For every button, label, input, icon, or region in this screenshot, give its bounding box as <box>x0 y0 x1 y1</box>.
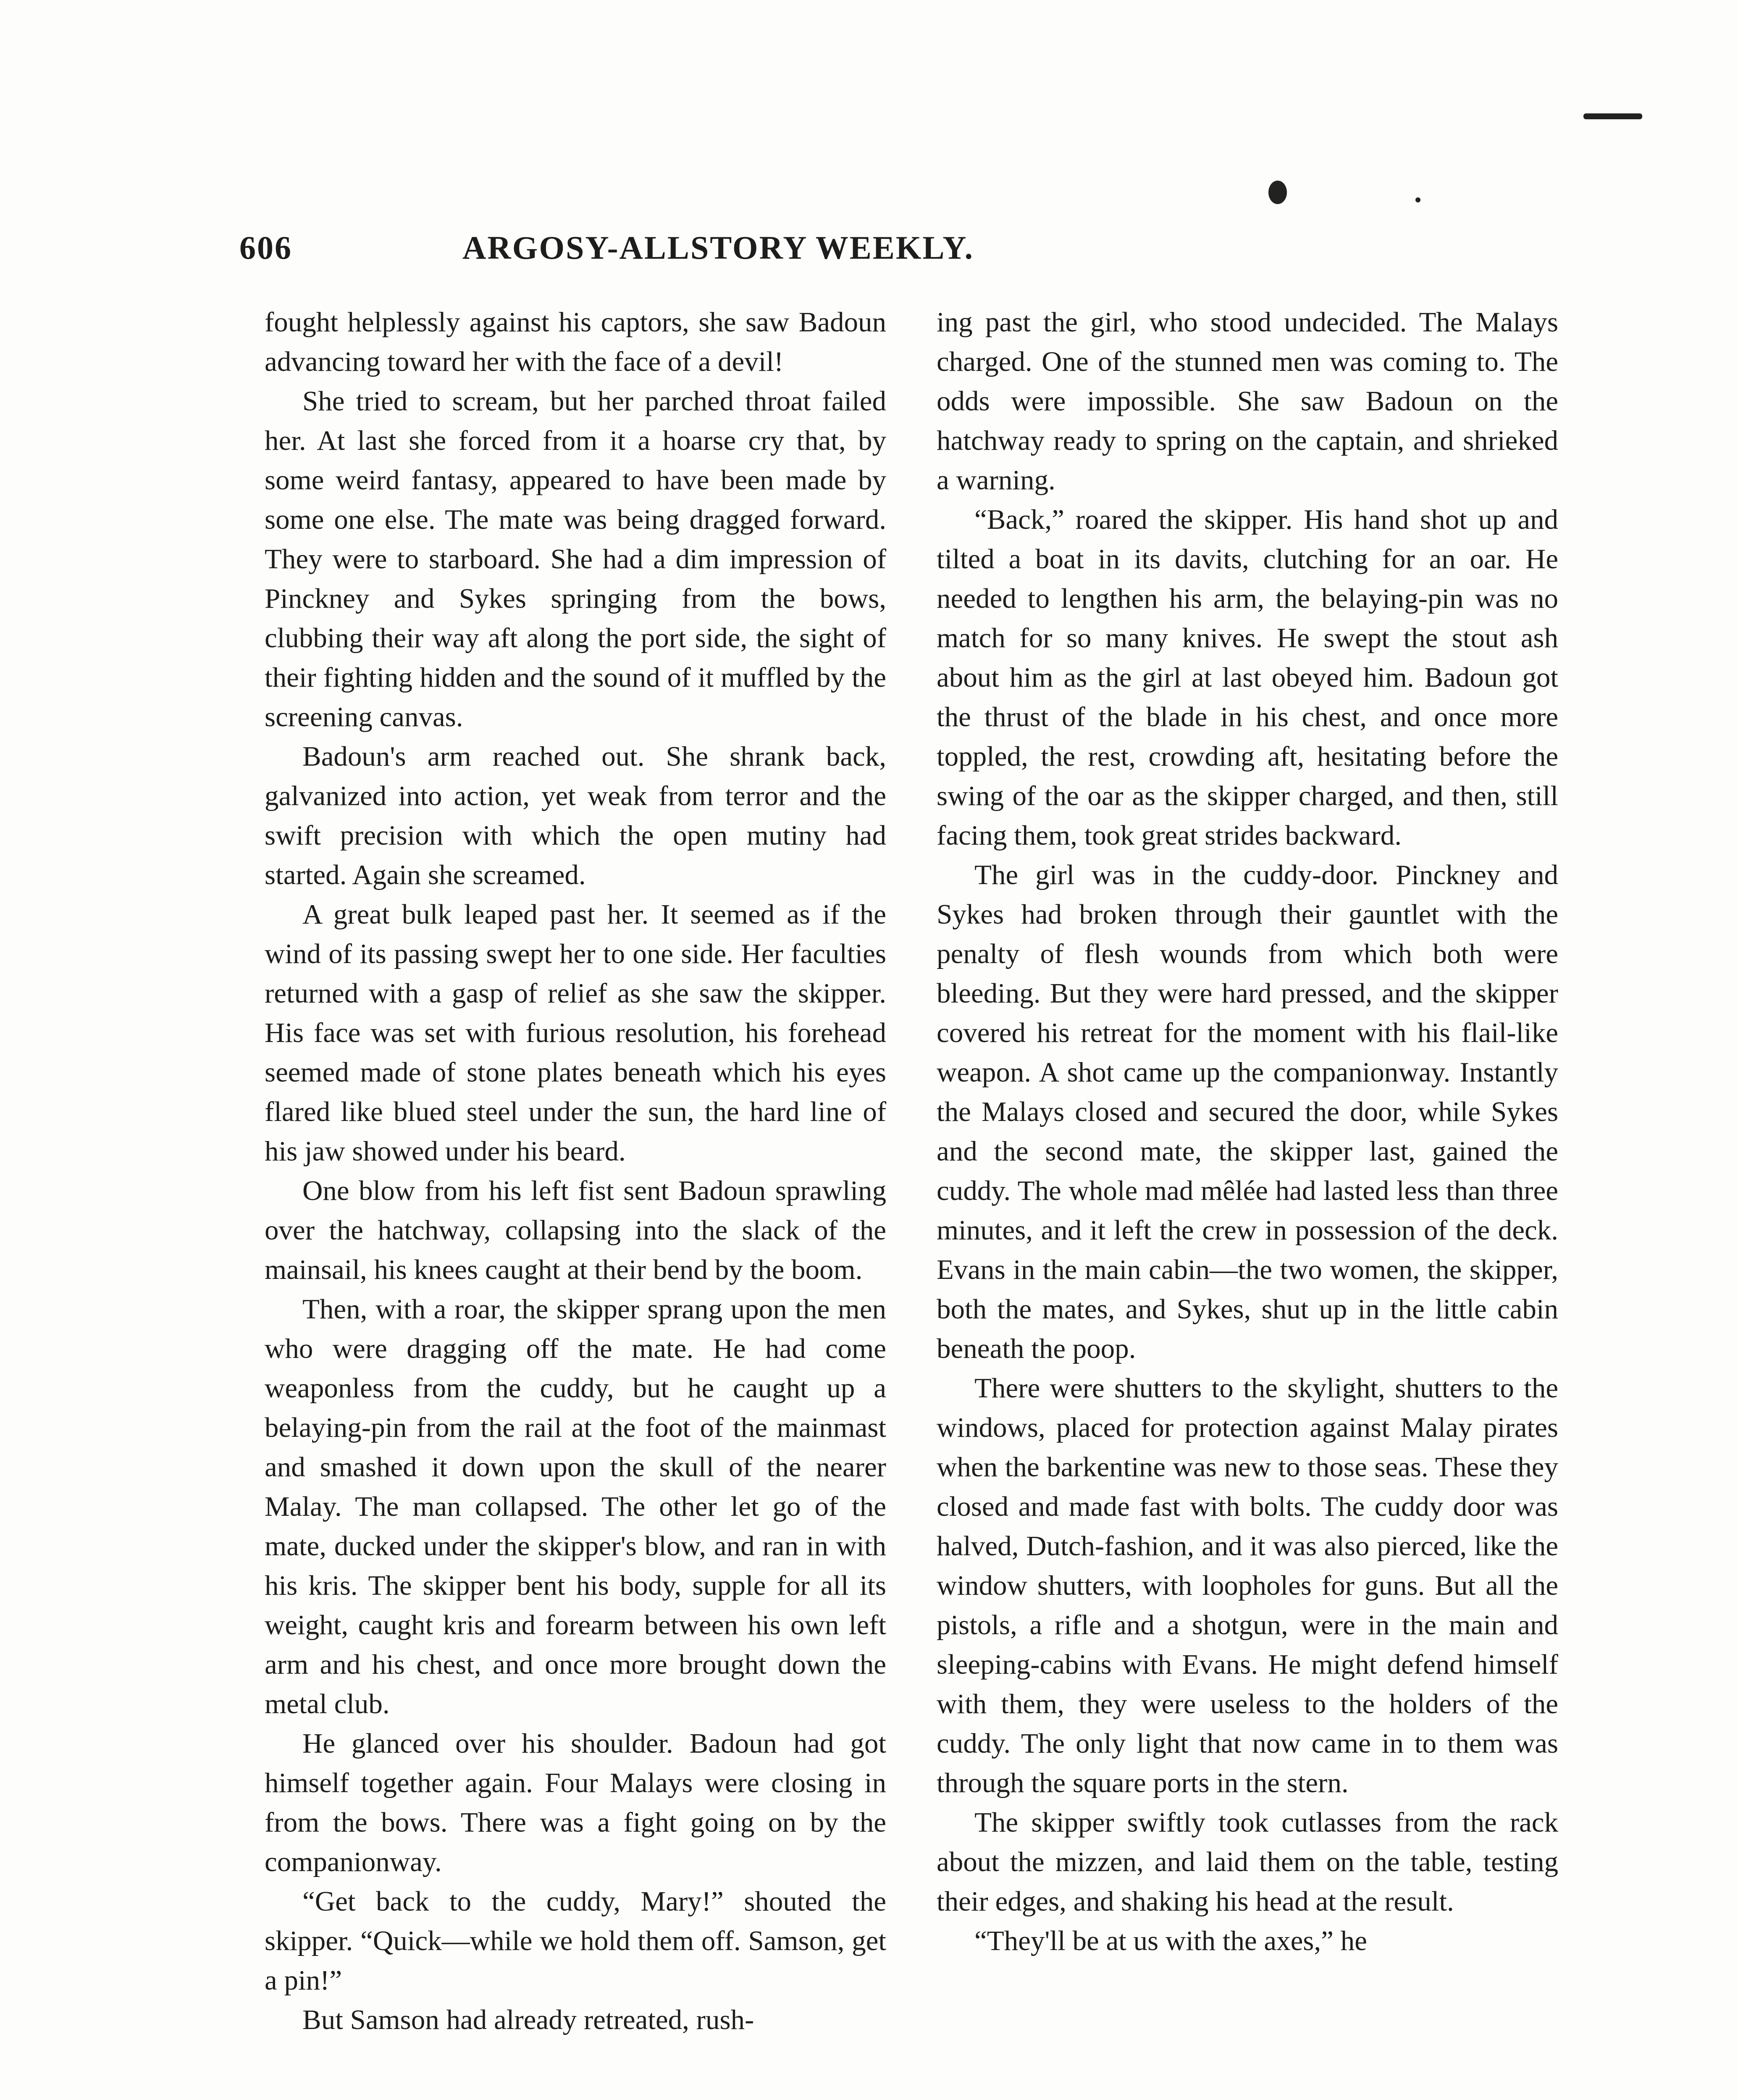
paragraph: She tried to scream, but her parched throat failed her. At last she forced from it a hoarse cry that, by some weird fantasy, appeared to have been made by some one else. The mate was being dragged forward. They were to starboard. She had a dim impression of Pinckney and Sykes springing from the bows, clubbing their way aft along the port side, the sight of their fighting hidden and the sound of it muffled by the screening canvas. <box>265 386 886 732</box>
paragraph: Badoun's arm reached out. She shrank back, galvanized into action, yet weak from terror and the swift precision with which the open mutiny had started. Again she screamed. <box>265 741 886 890</box>
paragraph: “Back,” roared the skipper. His hand shot up and tilted a boat in its davits, clutching for an oar. He needed to lengthen his arm, the belaying-pin was no match for so many knives. He swept the stout ash about him as the girl at last obeyed him. Badoun got the thrust of the blade in his chest, and once more toppled, the rest, crowding aft, hesitating before the swing of the oar as the skipper charged, and then, still facing them, took great strides backward. <box>937 504 1558 851</box>
paragraph: There were shutters to the skylight, shutters to the windows, placed for protection against Malay pirates when the barkentine was new to those seas. These they closed and made fast with bolts. The cuddy door was halved, Dutch-fashion, and it was also pierced, like the window shutters, with loopholes for guns. But all the pistols, a rifle and a shotgun, were in the main and sleeping-cabins with Evans. He might defend himself with them, they were useless to the holders of the cuddy. The only light that now came in to them was through the square ports in the stern. <box>937 1373 1558 1798</box>
paragraph: ing past the girl, who stood undecided. The Malays charged. One of the stunned men was coming to. The odds were impossible. She saw Badoun on the hatchway ready to spring on the captain, and shrieked a warning. <box>937 307 1558 496</box>
paragraph: Then, with a roar, the skipper sprang upon the men who were dragging off the mate. He had come weaponless from the cuddy, but he caught up a belaying-pin from the rail at the foot of the mainmast and smashed it down upon the skull of the nearer Malay. The man collapsed. The other let go of the mate, ducked under the skipper's blow, and ran in with his kris. The skipper bent his body, supple for all its weight, caught kris and forearm between his own left arm and his chest, and once more brought down the metal club. <box>265 1294 886 1719</box>
paragraph: fought helplessly against his captors, she saw Badoun advancing toward her with the face of a devil! <box>265 307 886 377</box>
paragraph: The skipper swiftly took cutlasses from the rack about the mizzen, and laid them on the table, testing their edges, and shaking his head at the result. <box>937 1807 1558 1917</box>
paragraph: He glanced over his shoulder. Badoun had got himself together again. Four Malays were closing in from the bows. There was a fight going on by the companionway. <box>265 1728 886 1877</box>
page-header <box>239 229 1197 284</box>
right-column <box>937 302 1558 1961</box>
paragraph: One blow from his left fist sent Badoun sprawling over the hatchway, collapsing into the slack of the mainsail, his knees caught at their bend by the boom. <box>265 1175 886 1285</box>
page-number: 606 <box>239 229 292 266</box>
running-head: ARGOSY-ALLSTORY WEEKLY. <box>462 229 974 266</box>
paragraph: “Get back to the cuddy, Mary!” shouted the skipper. “Quick—while we hold them off. Samson, get a pin!” <box>265 1886 886 1996</box>
paragraph: A great bulk leaped past her. It seemed as if the wind of its passing swept her to one side. Her faculties returned with a gasp of relief as she saw the skipper. His face was set with furious resolution, his forehead seemed made of stone plates beneath which his eyes flared like blued steel under the sun, the hard line of his jaw showed under his beard. <box>265 899 886 1167</box>
ink-speck <box>1415 197 1420 202</box>
left-column <box>265 302 886 2040</box>
paragraph: “They'll be at us with the axes,” he <box>974 1925 1367 1956</box>
ink-speck <box>1268 181 1287 204</box>
paragraph: But Samson had already retreated, rush- <box>302 2004 754 2035</box>
paragraph: The girl was in the cuddy-door. Pinckney and Sykes had broken through their gauntlet with the penalty of flesh wounds from which both were bleeding. But they were hard pressed, and the skipper covered his retreat for the moment with his flail-like weapon. A shot came up the companionway. Instantly the Malays closed and secured the door, while Sykes and the second mate, the skipper last, gained the cuddy. The whole mad mêlée had lasted less than three minutes, and it left the crew in possession of the deck. Evans in the main cabin—the two women, the skipper, both the mates, and Sykes, shut up in the little cabin beneath the poop. <box>937 859 1558 1364</box>
ink-speck <box>1583 113 1642 119</box>
